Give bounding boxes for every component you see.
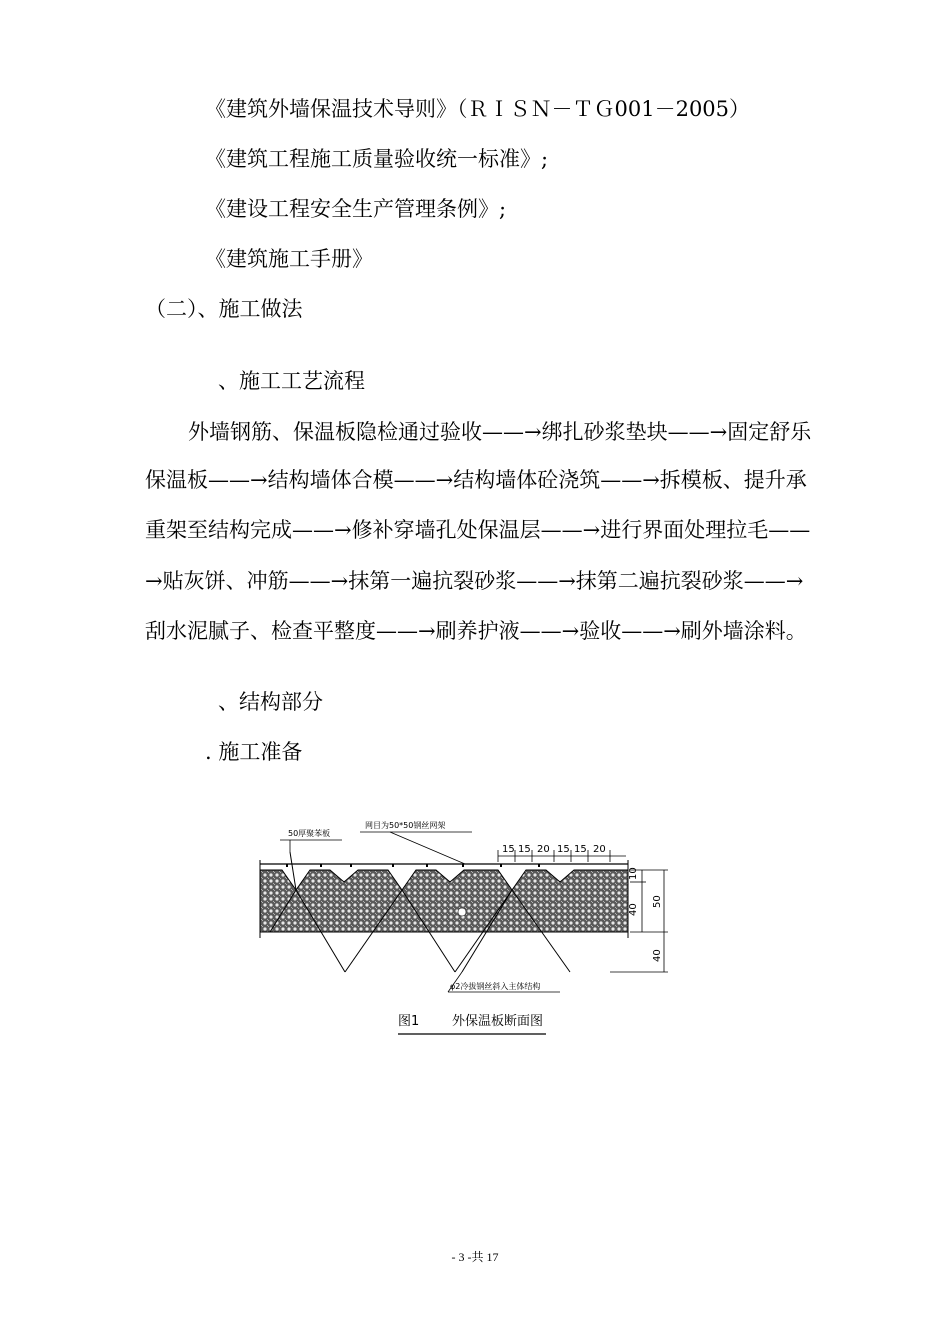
- reference-1: 《建筑外墙保温技术导则》（ＲＩＳＮ－ＴＧ001－2005）: [205, 97, 751, 121]
- process-line-2: 保温板——→结构墙体合模——→结构墙体砼浇筑——→拆模板、提升承: [145, 468, 807, 492]
- right-dim-40a: 40: [628, 903, 639, 916]
- reference-3: 《建设工程安全生产管理条例》;: [205, 197, 507, 221]
- top-dim-5: 15: [574, 844, 587, 855]
- top-dim-6: 20: [593, 844, 606, 855]
- figure-caption-number: 图1: [398, 1014, 420, 1029]
- reference-2: 《建筑工程施工质量验收统一标准》;: [205, 147, 549, 171]
- section-figure: [250, 812, 690, 1042]
- board-label: 50厚聚苯板: [288, 829, 331, 838]
- top-dim-3: 20: [537, 844, 550, 855]
- board-hole: [458, 908, 466, 916]
- right-dim-50: 50: [652, 895, 663, 908]
- top-dim-4: 15: [557, 844, 570, 855]
- process-line-3: 重架至结构完成——→修补穿墙孔处保温层——→进行界面处理拉毛——: [145, 518, 811, 542]
- top-dim-1: 15: [502, 844, 515, 855]
- process-line-5: 刮水泥腻子、检查平整度——→刷养护液——→验收——→刷外墙涂料。: [145, 619, 807, 643]
- top-dim-2: 15: [518, 844, 531, 855]
- page-footer: - 3 -共 17: [451, 1250, 499, 1264]
- subheading-structure: 、结构部分: [218, 690, 323, 714]
- right-dim-10: 10: [628, 867, 639, 880]
- process-line-4: →贴灰饼、冲筋——→抹第一遍抗裂砂浆——→抹第二遍抗裂砂浆——→: [145, 569, 804, 593]
- subheading-process: 、施工工艺流程: [218, 369, 365, 393]
- subheading-prep: . 施工准备: [205, 740, 303, 764]
- right-dim-40b: 40: [652, 949, 663, 962]
- reference-4: 《建筑施工手册》: [205, 247, 373, 271]
- mesh-callout-leader: [390, 832, 465, 864]
- section-heading: （二）、施工做法: [145, 297, 303, 321]
- figure-caption-title: 外保温板断面图: [452, 1014, 544, 1029]
- mesh-label: 网目为50*50钢丝网架: [365, 821, 446, 830]
- anchor-label: φ2冷拔钢丝斜入主体结构: [450, 982, 541, 991]
- process-line-1: 外墙钢筋、保温板隐检通过验收——→绑扎砂浆垫块——→固定舒乐: [188, 420, 812, 444]
